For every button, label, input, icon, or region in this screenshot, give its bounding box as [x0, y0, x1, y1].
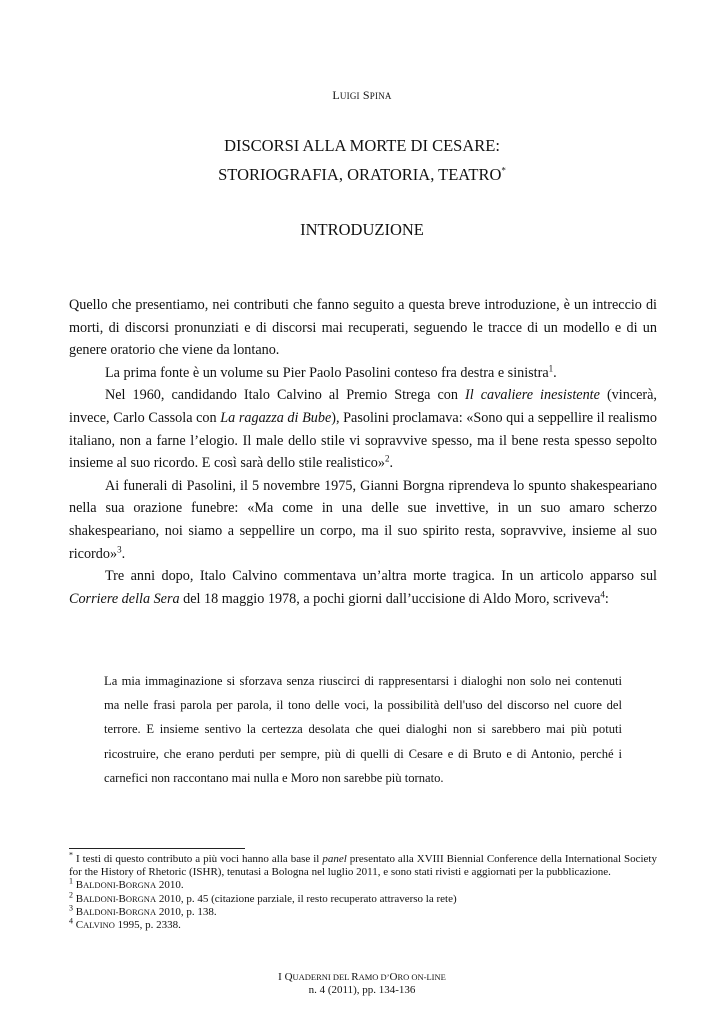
paragraph-5: Tre anni dopo, Italo Calvino commentava un’altra morte tragica. In un articolo apparso sul Corriere della Sera del 18 maggio 1978, a pochi giorni dall’uccisione di Aldo Moro, scriveva$^4$:: [69, 568, 657, 607]
page-footer: [0, 971, 724, 997]
title-line-1: DISCORSI ALLA MORTE DI CESARE:: [224, 136, 500, 155]
footnote-4: $^4$ CALVINO 1995, p. 2338.: [69, 916, 181, 932]
footnote-ref-1[interactable]: 1: [548, 363, 554, 374]
footnote-1: $^1$ BALDONI-BORGNA 2010.: [69, 876, 184, 892]
paragraph-2: La prima fonte è un volume su Pier Paolo Pasolini conteso fra destra e sinistra$^1$.: [105, 363, 557, 381]
paragraph-4: Ai funerali di Pasolini, il 5 novembre 1975, Gianni Borgna riprendeva lo spunto shakespeariano nella sua orazione funebre: «Ma come in una delle sue invettive, in un suo amaro scherzo shakespeariano, noi siamo a seppellire un corpo, ma il suo spirito resta, sopravvive, insieme al suo ricordo»$^3$.: [69, 477, 657, 562]
issue-pages: n. 4 (2011), pp. 134-136: [308, 984, 416, 996]
title-footnote-mark[interactable]: *: [501, 165, 506, 176]
author-name: LUIGI SPINA: [332, 88, 392, 102]
footnote-ref-3[interactable]: 3: [117, 543, 122, 554]
paragraph-1: Quello che presentiamo, nei contributi che fanno seguito a questa breve introduzione, è un intreccio di morti, di discorsi pronunziati e di discorsi mai recuperati, seguendo le tracce di un modello e di un genere oratorio che viene da lontano.: [69, 297, 657, 359]
body-text: [69, 294, 657, 610]
journal-name: I QUADERNI DEL RAMO D’ORO ON-LINE: [278, 971, 446, 983]
footnote-2: $^2$ BALDONI-BORGNA 2010, p. 45 (citazione parziale, il resto recuperato attraverso la rete): [69, 889, 457, 905]
footnote-ref-4[interactable]: 4: [600, 588, 605, 599]
footnote-3: $^3$ BALDONI-BORGNA 2010, p. 138.: [69, 903, 217, 918]
section-heading: INTRODUZIONE: [300, 220, 424, 239]
footnote-ref-2[interactable]: 2: [384, 453, 390, 464]
footnote-star: * I testi di questo contributo a più voci hanno alla base il panel presentato alla XVIII Biennial Conference della International Society for the History of Rhetoric (ISHR), tenutasi a Bologna nel luglio 2011, e sono stati rivisti e aggiornati per la pubblicazione.: [69, 850, 657, 879]
footnotes: [69, 850, 657, 932]
paragraph-3: Nel 1960, candidando Italo Calvino al Premio Strega con Il cavaliere inesistente (vincerà, invece, Carlo Cassola con La ragazza di Bube), Pasolini proclamava: «Sono qui a seppellire il realismo italiano, non a farne l’elogio. Il male dello stile vi sopravvive spesso, ma il bene resta spesso sepolto insieme al suo ricordo. E così sarà dello stile realistico»$^2$.: [69, 387, 658, 472]
block-quote: La mia immaginazione si sforzava senza riuscirci di rappresentarsi i dialoghi non solo nei contenuti ma nelle frasi parola per parola, il tono delle voci, la possibilità dell'uso del discorso nel cuore del terrore. E insieme sentivo la certezza desolata che quei dialoghi non si sarebbero mai più potuti ricostruire, che erano perduti per sempre, più di quelli di Cesare e di Bruto e di Antonio, perché i carnefici non raccontano mai nulla e Moro non sarebbe più tornato.: [104, 674, 622, 785]
footnote-separator: [69, 848, 245, 849]
title-line-2: STORIOGRAFIA, ORATORIA, TEATRO*: [218, 165, 506, 184]
